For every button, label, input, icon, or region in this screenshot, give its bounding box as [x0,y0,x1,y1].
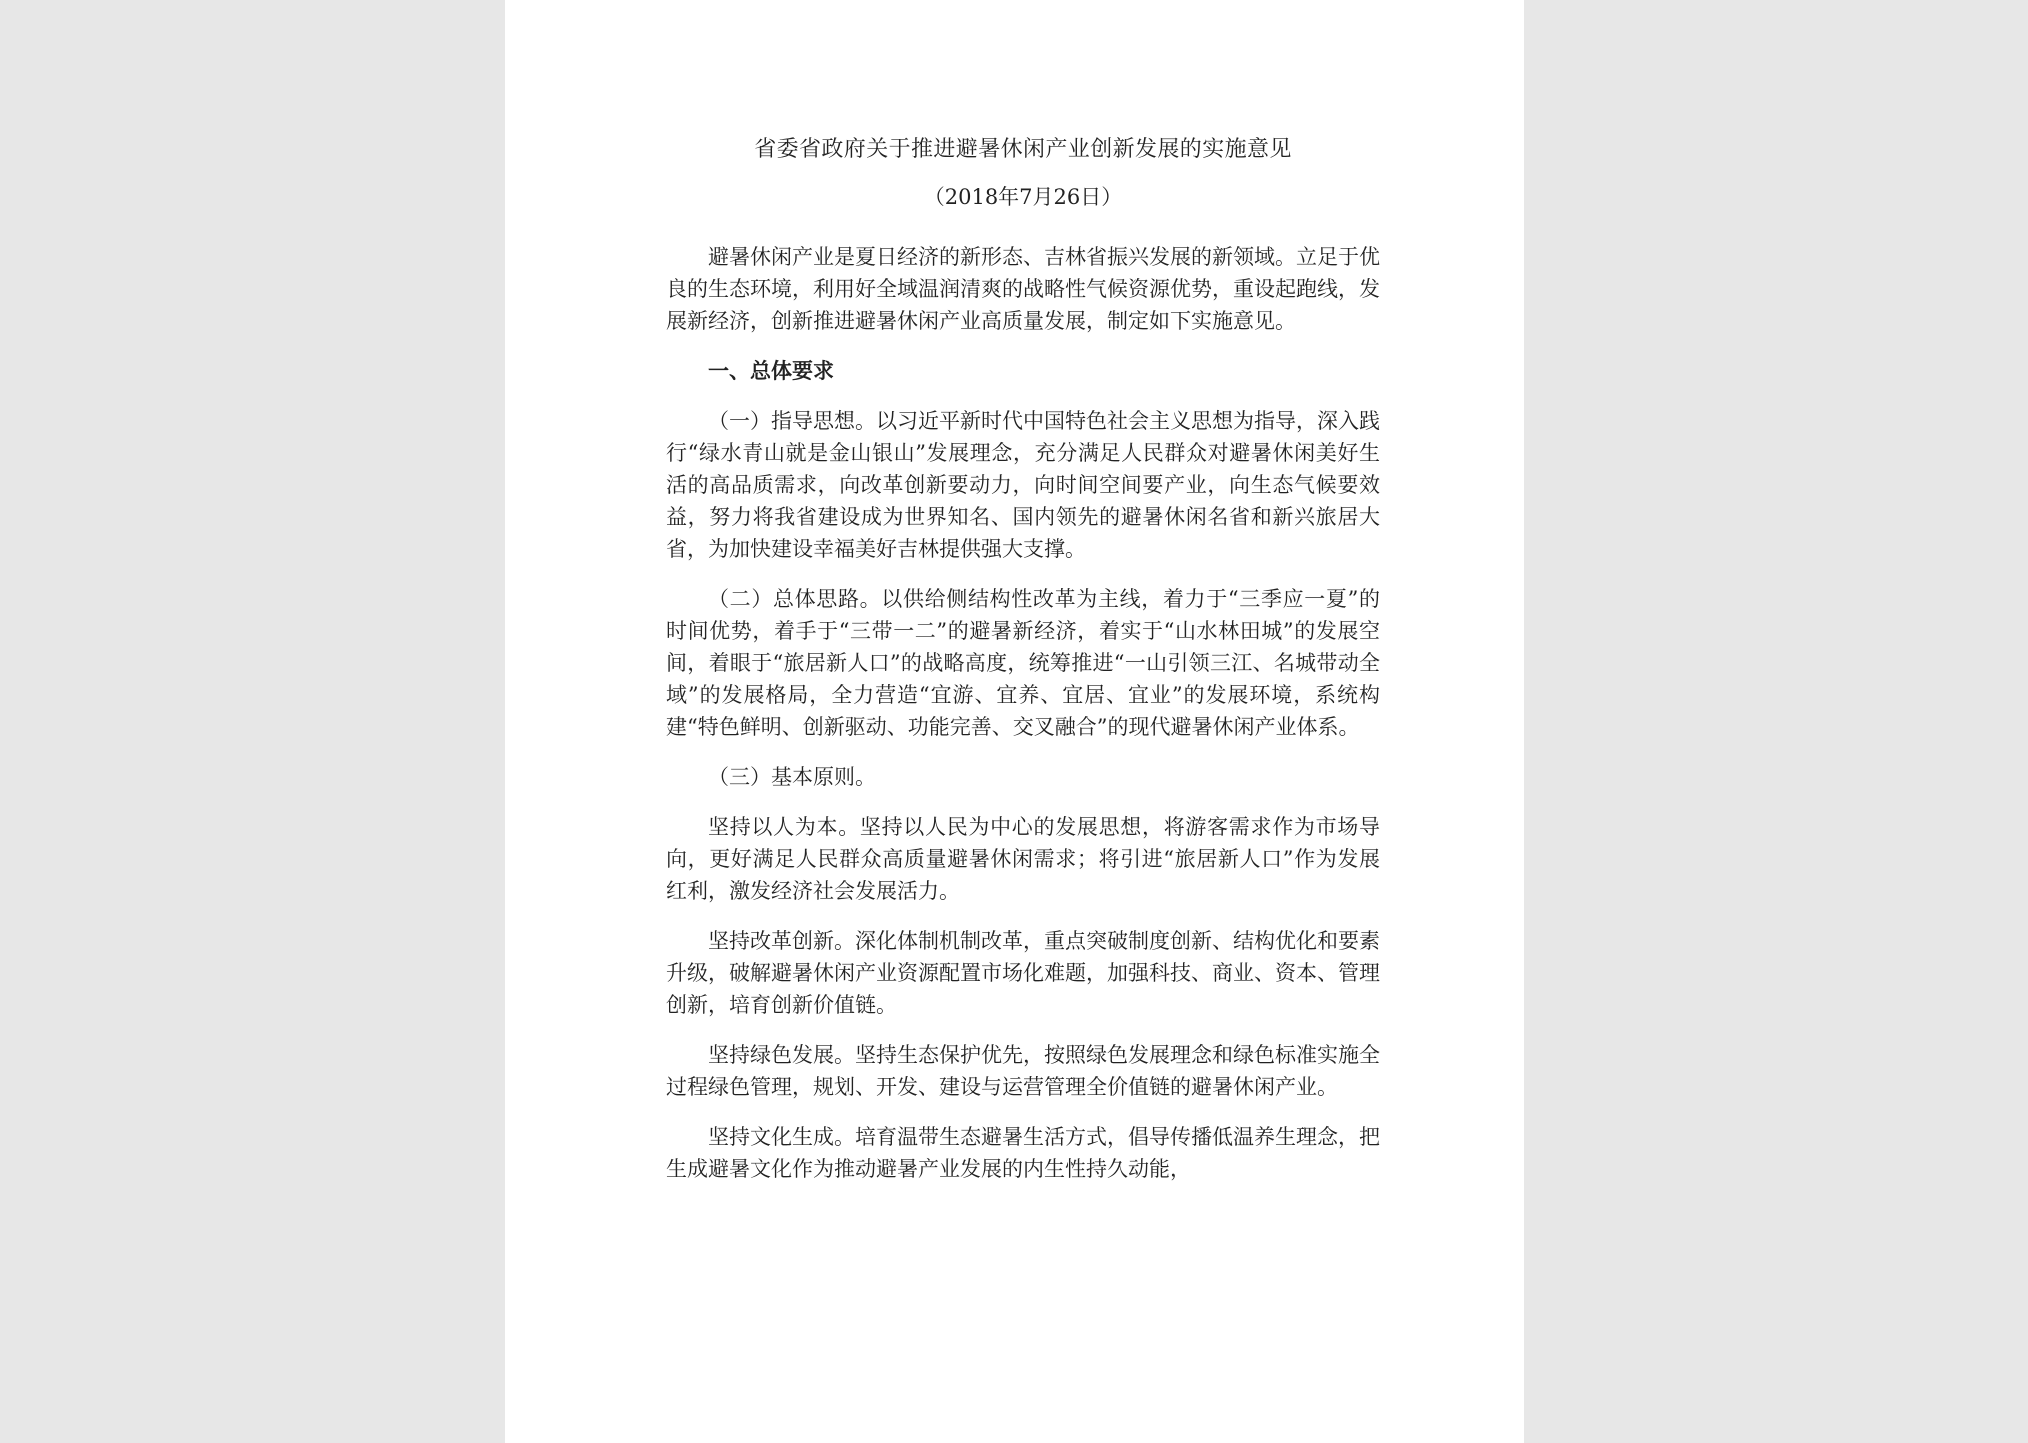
principle-people-paragraph: 坚持以人为本。坚持以人民为中心的发展思想，将游客需求作为市场导向，更好满足人民群众高质量避暑休闲需求；将引进“旅居新人口”作为发展红利，激发经济社会发展活力。 [666,815,1380,903]
basic-principles-heading: （三）基本原则。 [708,765,876,789]
guiding-thought-paragraph: （一）指导思想。以习近平新时代中国特色社会主义思想为指导，深入践行“绿水青山就是金山银山”发展理念，充分满足人民群众对避暑休闲美好生活的高品质需求，向改革创新要动力，向时间空间要产业，向生态气候要效益，努力将我省建设成为世界知名、国内领先的避暑休闲名省和新兴旅居大省，为加快建设幸福美好吉林提供强大支撑。 [666,409,1380,561]
document-body [666,132,1380,1203]
document-page [505,0,1524,1443]
principle-green-paragraph: 坚持绿色发展。坚持生态保护优先，按照绿色发展理念和绿色标准实施全过程绿色管理，规划、开发、建设与运营管理全价值链的避暑休闲产业。 [666,1043,1380,1099]
section-heading-general-requirements: 一、总体要求 [708,359,834,383]
document-date: （2018年7月26日） [923,185,1123,209]
principle-reform-paragraph: 坚持改革创新。深化体制机制改革，重点突破制度创新、结构优化和要素升级，破解避暑休闲产业资源配置市场化难题，加强科技、商业、资本、管理创新，培育创新价值链。 [666,929,1380,1017]
intro-paragraph: 避暑休闲产业是夏日经济的新形态、吉林省振兴发展的新领域。立足于优良的生态环境，利用好全域温润清爽的战略性气候资源优势，重设起跑线，发展新经济，创新推进避暑休闲产业高质量发展，制定如下实施意见。 [666,245,1380,333]
document-title: 省委省政府关于推进避暑休闲产业创新发展的实施意见 [754,137,1292,162]
principle-culture-paragraph: 坚持文化生成。培育温带生态避暑生活方式，倡导传播低温养生理念，把生成避暑文化作为推动避暑产业发展的内生性持久动能， [666,1125,1380,1181]
overall-approach-paragraph: （二）总体思路。以供给侧结构性改革为主线，着力于“三季应一夏”的时间优势，着手于“三带一二”的避暑新经济，着实于“山水林田城”的发展空间，着眼于“旅居新人口”的战略高度，统筹推进“一山引领三江、名城带动全域”的发展格局，全力营造“宜游、宜养、宜居、宜业”的发展环境，系统构建“特色鲜明、创新驱动、功能完善、交叉融合”的现代避暑休闲产业体系。 [666,587,1380,739]
